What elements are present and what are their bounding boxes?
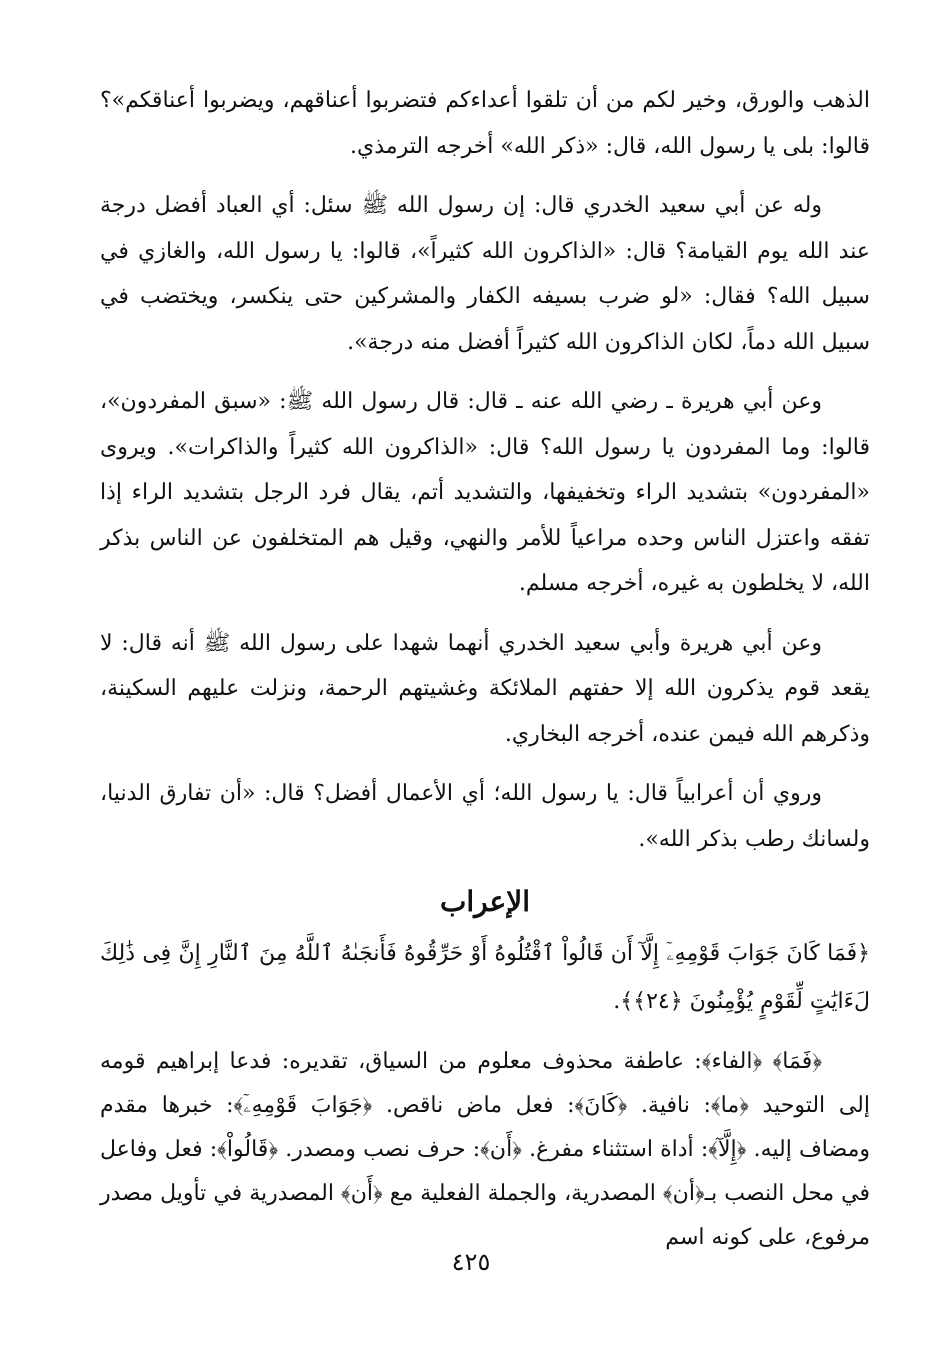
paragraph-3: وعن أبي هريرة ـ رضي الله عنه ـ قال: قال رسول الله ﷺ: «سبق المفردون»، قالوا: وما المفردون يا رسول الله؟ قال: «الذاكرون الله كثيراً والذاكرات». ويروى «المفردون» بتشديد الراء وتخفيفها، والتشديد أتم، يقال فرد الرجل بتشديد الراء إذا تفقه واعتزل الناس وحده مراعياً للأمر والنهي، وقيل هم المتخلفون عن الناس بذكر الله، لا يخلطون به غيره، أخرجه مسلم.	[100, 389, 870, 596]
page-number: ٤٢٥	[451, 1248, 491, 1276]
paragraph-5: وروي أن أعرابياً قال: يا رسول الله؛ أي الأعمال أفضل؟ قال: «أن تفارق الدنيا، ولسانك رطب بذكر الله».	[100, 781, 870, 852]
paragraph-1: الذهب والورق، وخير لكم من أن تلقوا أعداءكم فتضربوا أعناقهم، ويضربوا أعناقكم»؟ قالوا: بلى يا رسول الله، قال: «ذكر الله» أخرجه الترمذي.	[100, 88, 870, 159]
section-heading: الإعراب	[439, 885, 531, 918]
irab-paragraph: ﴿فَمَا﴾ ﴿الفاء﴾: عاطفة محذوف معلوم من السياق، تقديره: فدعا إبراهيم قومه إلى التوحيد ﴿ما﴾: نافية. ﴿كَانَ﴾: فعل ماض ناقص. ﴿جَوَابَ قَوْمِهِۦٓ﴾: خبرها مقدم ومضاف إليه. ﴿إِلَّآ﴾: أداة استثناء مفرغ. ﴿أَن﴾: حرف نصب ومصدر. ﴿قَالُواْ﴾: فعل وفاعل في محل النصب بـ﴿أن﴾ المصدرية، والجملة الفعلية مع ﴿أَن﴾ المصدرية في تأويل مصدر مرفوع، على كونه اسم	[100, 1049, 870, 1250]
paragraph-2: وله عن أبي سعيد الخدري قال: إن رسول الله ﷺ سئل: أي العباد أفضل درجة عند الله يوم القيامة؟ قال: «الذاكرون الله كثيراً»، قالوا: يا رسول الله، والغازي في سبيل الله؟ فقال: «لو ضرب بسيفه الكفار والمشركين حتى ينكسر، ويختضب في سبيل الله دماً، لكان الذاكرون الله كثيراً أفضل منه درجة».	[100, 193, 870, 355]
quran-verse: ﴿فَمَا كَانَ جَوَابَ قَوْمِهِۦٓ إِلَّآ أَن قَالُواْ ٱقْتُلُوهُ أَوْ حَرِّقُوهُ فَأَنجَىٰهُ ٱللَّهُ مِنَ ٱلنَّارِ إِنَّ فِى ذَٰلِكَ لَءَايَٰتٍ لِّقَوْمٍ يُؤْمِنُونَ ﴿٢٤﴾﴾.	[100, 941, 870, 1014]
paragraph-4: وعن أبي هريرة وأبي سعيد الخدري أنهما شهدا على رسول الله ﷺ أنه قال: لا يقعد قوم يذكرون الله إلا حفتهم الملائكة وغشيتهم الرحمة، ونزلت عليهم السكينة، وذكرهم الله فيمن عنده، أخرجه البخاري.	[100, 630, 870, 747]
page-body	[100, 78, 870, 1260]
